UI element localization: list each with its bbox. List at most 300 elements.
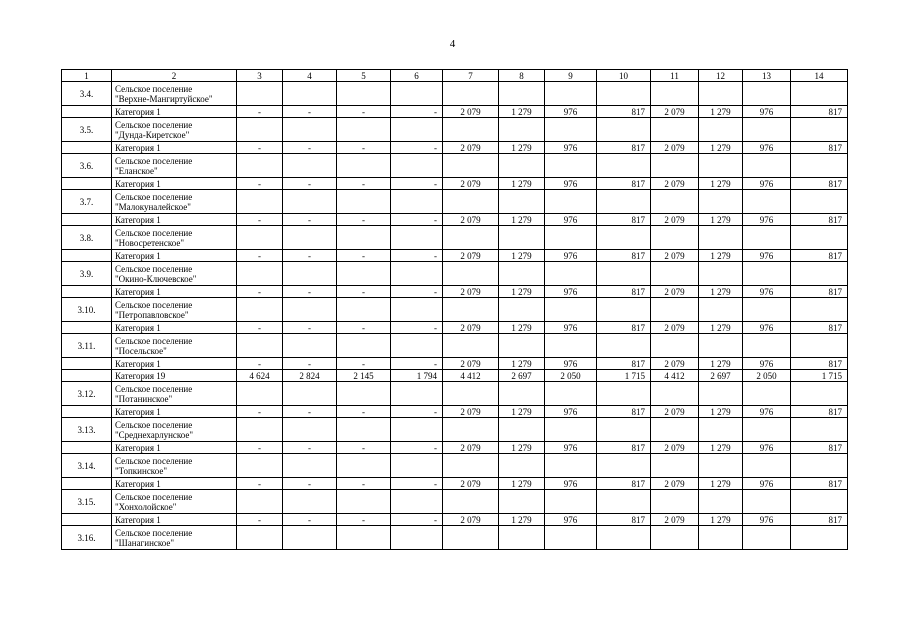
- empty-cell: [283, 490, 337, 514]
- value-cell: 1 279: [699, 358, 743, 370]
- column-number-header: 2: [112, 70, 237, 82]
- empty-cell: [499, 118, 545, 142]
- empty-cell: [699, 334, 743, 358]
- settlement-name-line: Сельское поселение: [115, 191, 193, 202]
- value-cell: 2 079: [651, 286, 699, 298]
- value-cell: 976: [743, 478, 791, 490]
- value-cell: 2 079: [651, 214, 699, 226]
- value-cell: -: [391, 442, 443, 454]
- empty-cell: [391, 454, 443, 478]
- value-cell: 976: [545, 142, 597, 154]
- value-cell: 976: [743, 514, 791, 526]
- empty-cell: [443, 154, 499, 178]
- settlement-row: [62, 226, 848, 250]
- value-cell: 1 279: [699, 286, 743, 298]
- column-number-header: 9: [545, 70, 597, 82]
- settlement-name-line: Сельское поселение: [115, 491, 193, 502]
- empty-cell: [699, 82, 743, 106]
- value-cell: -: [283, 406, 337, 418]
- value-cell: 976: [743, 442, 791, 454]
- value-cell: 976: [545, 478, 597, 490]
- empty-cell: [499, 382, 545, 406]
- value-cell: 817: [791, 286, 848, 298]
- settlement-name-line: "Новосретенское": [115, 237, 185, 248]
- column-number-header: 12: [699, 70, 743, 82]
- header-row: [62, 70, 848, 82]
- empty-cell: [499, 298, 545, 322]
- value-cell: 2 079: [443, 358, 499, 370]
- category-label: Категория 1: [112, 442, 237, 454]
- empty-cell: [337, 190, 391, 214]
- settlement-name: [112, 190, 237, 214]
- empty-cell: [237, 454, 283, 478]
- empty-cell: [62, 214, 112, 226]
- column-number-header: 3: [237, 70, 283, 82]
- value-cell: 1 279: [499, 442, 545, 454]
- value-cell: 2 079: [651, 478, 699, 490]
- value-cell: 817: [791, 406, 848, 418]
- value-cell: 976: [545, 250, 597, 262]
- category-row: [62, 106, 848, 118]
- value-cell: 2 079: [443, 442, 499, 454]
- empty-cell: [791, 334, 848, 358]
- empty-cell: [651, 334, 699, 358]
- column-number-header: 10: [597, 70, 651, 82]
- empty-cell: [597, 226, 651, 250]
- settlement-row: [62, 382, 848, 406]
- empty-cell: [337, 298, 391, 322]
- empty-cell: [597, 490, 651, 514]
- empty-cell: [391, 226, 443, 250]
- empty-cell: [545, 154, 597, 178]
- value-cell: -: [391, 478, 443, 490]
- value-cell: 976: [545, 214, 597, 226]
- value-cell: 2 697: [699, 370, 743, 382]
- empty-cell: [237, 490, 283, 514]
- empty-cell: [597, 298, 651, 322]
- empty-cell: [597, 382, 651, 406]
- page-number: 4: [449, 38, 456, 50]
- empty-cell: [283, 190, 337, 214]
- empty-cell: [791, 418, 848, 442]
- empty-cell: [443, 226, 499, 250]
- category-row: [62, 370, 848, 382]
- value-cell: 1 279: [699, 514, 743, 526]
- value-cell: 2 824: [283, 370, 337, 382]
- category-label: Категория 1: [112, 178, 237, 190]
- value-cell: -: [283, 250, 337, 262]
- value-cell: 2 145: [337, 370, 391, 382]
- empty-cell: [62, 478, 112, 490]
- category-label: Категория 1: [112, 322, 237, 334]
- value-cell: -: [283, 514, 337, 526]
- category-row: [62, 178, 848, 190]
- empty-cell: [651, 82, 699, 106]
- empty-cell: [499, 154, 545, 178]
- value-cell: 817: [597, 358, 651, 370]
- settlement-name: [112, 526, 237, 550]
- empty-cell: [391, 334, 443, 358]
- empty-cell: [62, 358, 112, 370]
- empty-cell: [62, 406, 112, 418]
- empty-cell: [237, 190, 283, 214]
- value-cell: -: [337, 250, 391, 262]
- column-number-header: 6: [391, 70, 443, 82]
- empty-cell: [651, 226, 699, 250]
- settlement-number: 3.8.: [62, 226, 112, 250]
- value-cell: 2 079: [651, 250, 699, 262]
- category-label: Категория 1: [112, 106, 237, 118]
- empty-cell: [443, 334, 499, 358]
- settlement-number: 3.5.: [62, 118, 112, 142]
- value-cell: 817: [597, 322, 651, 334]
- empty-cell: [545, 190, 597, 214]
- category-row: [62, 358, 848, 370]
- value-cell: 2 050: [743, 370, 791, 382]
- value-cell: 1 279: [699, 214, 743, 226]
- empty-cell: [337, 154, 391, 178]
- settlement-number: 3.10.: [62, 298, 112, 322]
- settlement-row: [62, 298, 848, 322]
- value-cell: -: [391, 214, 443, 226]
- empty-cell: [699, 190, 743, 214]
- settlement-number: 3.7.: [62, 190, 112, 214]
- settlement-name-line: Сельское поселение: [115, 155, 193, 166]
- value-cell: 976: [545, 514, 597, 526]
- empty-cell: [651, 190, 699, 214]
- value-cell: 2 079: [443, 214, 499, 226]
- value-cell: 1 279: [499, 406, 545, 418]
- value-cell: -: [337, 322, 391, 334]
- empty-cell: [743, 526, 791, 550]
- settlement-name: [112, 454, 237, 478]
- value-cell: 2 050: [545, 370, 597, 382]
- value-cell: 2 079: [443, 478, 499, 490]
- empty-cell: [443, 382, 499, 406]
- empty-cell: [651, 262, 699, 286]
- value-cell: -: [283, 142, 337, 154]
- empty-cell: [699, 382, 743, 406]
- empty-cell: [597, 454, 651, 478]
- value-cell: 817: [597, 478, 651, 490]
- value-cell: -: [337, 478, 391, 490]
- empty-cell: [545, 334, 597, 358]
- tariff-table: [61, 69, 848, 550]
- empty-cell: [545, 298, 597, 322]
- settlement-name: [112, 490, 237, 514]
- empty-cell: [545, 262, 597, 286]
- empty-cell: [743, 226, 791, 250]
- empty-cell: [545, 454, 597, 478]
- empty-cell: [443, 298, 499, 322]
- empty-cell: [337, 334, 391, 358]
- value-cell: -: [237, 142, 283, 154]
- settlement-name-line: Сельское поселение: [115, 419, 193, 430]
- empty-cell: [743, 118, 791, 142]
- value-cell: 976: [743, 250, 791, 262]
- empty-cell: [62, 370, 112, 382]
- value-cell: 976: [545, 178, 597, 190]
- empty-cell: [283, 418, 337, 442]
- empty-cell: [597, 190, 651, 214]
- empty-cell: [651, 154, 699, 178]
- value-cell: 2 079: [443, 406, 499, 418]
- settlement-name-line: Сельское поселение: [115, 455, 193, 466]
- empty-cell: [62, 442, 112, 454]
- column-number-header: 13: [743, 70, 791, 82]
- column-number-header: 14: [791, 70, 848, 82]
- value-cell: 1 279: [699, 406, 743, 418]
- empty-cell: [791, 154, 848, 178]
- empty-cell: [283, 154, 337, 178]
- settlement-name: [112, 262, 237, 286]
- empty-cell: [62, 250, 112, 262]
- value-cell: 817: [791, 106, 848, 118]
- value-cell: -: [283, 286, 337, 298]
- value-cell: 2 079: [443, 142, 499, 154]
- value-cell: 817: [597, 142, 651, 154]
- category-label: Категория 1: [112, 514, 237, 526]
- value-cell: 2 079: [651, 514, 699, 526]
- value-cell: 817: [791, 178, 848, 190]
- empty-cell: [791, 298, 848, 322]
- value-cell: 1 279: [499, 178, 545, 190]
- empty-cell: [443, 490, 499, 514]
- empty-cell: [699, 118, 743, 142]
- value-cell: 2 697: [499, 370, 545, 382]
- empty-cell: [62, 178, 112, 190]
- value-cell: -: [283, 442, 337, 454]
- value-cell: 2 079: [443, 106, 499, 118]
- value-cell: -: [391, 286, 443, 298]
- empty-cell: [62, 142, 112, 154]
- empty-cell: [391, 526, 443, 550]
- settlement-row: [62, 154, 848, 178]
- value-cell: 1 279: [499, 250, 545, 262]
- value-cell: 1 279: [699, 322, 743, 334]
- empty-cell: [499, 262, 545, 286]
- value-cell: 817: [597, 442, 651, 454]
- empty-cell: [545, 82, 597, 106]
- empty-cell: [443, 418, 499, 442]
- column-number-header: 1: [62, 70, 112, 82]
- empty-cell: [651, 382, 699, 406]
- value-cell: 976: [545, 358, 597, 370]
- empty-cell: [283, 82, 337, 106]
- column-number-header: 7: [443, 70, 499, 82]
- value-cell: -: [391, 106, 443, 118]
- settlement-name-line: Сельское поселение: [115, 527, 193, 538]
- value-cell: 2 079: [651, 322, 699, 334]
- category-label: Категория 1: [112, 406, 237, 418]
- value-cell: -: [391, 178, 443, 190]
- empty-cell: [499, 190, 545, 214]
- empty-cell: [283, 298, 337, 322]
- settlement-number: 3.11.: [62, 334, 112, 358]
- category-row: [62, 514, 848, 526]
- value-cell: 2 079: [651, 406, 699, 418]
- value-cell: 976: [743, 214, 791, 226]
- value-cell: 1 279: [699, 178, 743, 190]
- empty-cell: [545, 490, 597, 514]
- empty-cell: [237, 526, 283, 550]
- value-cell: -: [237, 250, 283, 262]
- settlement-row: [62, 490, 848, 514]
- category-row: [62, 442, 848, 454]
- empty-cell: [337, 454, 391, 478]
- empty-cell: [743, 490, 791, 514]
- value-cell: -: [337, 442, 391, 454]
- value-cell: 1 794: [391, 370, 443, 382]
- empty-cell: [651, 526, 699, 550]
- empty-cell: [791, 226, 848, 250]
- category-label: Категория 1: [112, 286, 237, 298]
- empty-cell: [545, 226, 597, 250]
- empty-cell: [337, 226, 391, 250]
- value-cell: 817: [791, 322, 848, 334]
- settlement-name-line: "Еланское": [115, 165, 158, 176]
- value-cell: 976: [743, 142, 791, 154]
- value-cell: 1 279: [499, 214, 545, 226]
- value-cell: 817: [597, 106, 651, 118]
- empty-cell: [283, 526, 337, 550]
- empty-cell: [499, 454, 545, 478]
- empty-cell: [791, 526, 848, 550]
- empty-cell: [699, 490, 743, 514]
- empty-cell: [545, 382, 597, 406]
- category-row: [62, 286, 848, 298]
- empty-cell: [597, 82, 651, 106]
- empty-cell: [651, 490, 699, 514]
- empty-cell: [743, 454, 791, 478]
- settlement-name-line: "Среднехарлунское": [115, 429, 194, 440]
- empty-cell: [791, 118, 848, 142]
- value-cell: 817: [597, 406, 651, 418]
- empty-cell: [391, 190, 443, 214]
- empty-cell: [237, 82, 283, 106]
- empty-cell: [699, 298, 743, 322]
- value-cell: -: [337, 286, 391, 298]
- value-cell: 2 079: [443, 286, 499, 298]
- value-cell: 1 279: [499, 286, 545, 298]
- value-cell: -: [237, 514, 283, 526]
- value-cell: 1 279: [499, 514, 545, 526]
- empty-cell: [699, 154, 743, 178]
- empty-cell: [791, 382, 848, 406]
- column-number-header: 11: [651, 70, 699, 82]
- empty-cell: [62, 514, 112, 526]
- empty-cell: [237, 262, 283, 286]
- empty-cell: [283, 118, 337, 142]
- settlement-name: [112, 82, 237, 106]
- empty-cell: [391, 418, 443, 442]
- category-row: [62, 406, 848, 418]
- settlement-name-line: Сельское поселение: [115, 83, 193, 94]
- empty-cell: [443, 262, 499, 286]
- value-cell: 1 279: [499, 478, 545, 490]
- category-row: [62, 478, 848, 490]
- empty-cell: [391, 154, 443, 178]
- empty-cell: [283, 226, 337, 250]
- value-cell: -: [337, 214, 391, 226]
- settlement-name-line: "Дунда-Киретское": [115, 129, 190, 140]
- value-cell: 817: [791, 358, 848, 370]
- value-cell: 976: [545, 406, 597, 418]
- empty-cell: [791, 262, 848, 286]
- empty-cell: [443, 526, 499, 550]
- empty-cell: [791, 490, 848, 514]
- value-cell: -: [391, 406, 443, 418]
- category-label: Категория 1: [112, 142, 237, 154]
- value-cell: 976: [743, 178, 791, 190]
- empty-cell: [443, 190, 499, 214]
- empty-cell: [62, 286, 112, 298]
- value-cell: -: [337, 358, 391, 370]
- empty-cell: [699, 262, 743, 286]
- empty-cell: [651, 298, 699, 322]
- empty-cell: [443, 118, 499, 142]
- category-label: Категория 1: [112, 478, 237, 490]
- empty-cell: [791, 82, 848, 106]
- settlement-row: [62, 262, 848, 286]
- settlement-name-line: Сельское поселение: [115, 335, 193, 346]
- empty-cell: [337, 118, 391, 142]
- empty-cell: [699, 526, 743, 550]
- value-cell: 817: [791, 142, 848, 154]
- empty-cell: [337, 382, 391, 406]
- empty-cell: [545, 418, 597, 442]
- value-cell: 2 079: [651, 178, 699, 190]
- empty-cell: [597, 154, 651, 178]
- value-cell: 1 279: [699, 106, 743, 118]
- settlement-name-line: "Петропавловское": [115, 309, 189, 320]
- settlement-name: [112, 418, 237, 442]
- value-cell: 976: [743, 106, 791, 118]
- empty-cell: [743, 154, 791, 178]
- value-cell: 1 279: [499, 322, 545, 334]
- empty-cell: [791, 190, 848, 214]
- settlement-row: [62, 82, 848, 106]
- value-cell: 4 624: [237, 370, 283, 382]
- category-row: [62, 322, 848, 334]
- value-cell: 2 079: [651, 142, 699, 154]
- value-cell: 817: [597, 214, 651, 226]
- empty-cell: [743, 382, 791, 406]
- settlement-name: [112, 382, 237, 406]
- empty-cell: [391, 118, 443, 142]
- empty-cell: [743, 334, 791, 358]
- empty-cell: [237, 154, 283, 178]
- empty-cell: [743, 418, 791, 442]
- category-row: [62, 142, 848, 154]
- empty-cell: [499, 226, 545, 250]
- empty-cell: [283, 454, 337, 478]
- category-row: [62, 214, 848, 226]
- empty-cell: [743, 82, 791, 106]
- value-cell: -: [337, 106, 391, 118]
- value-cell: 1 279: [699, 442, 743, 454]
- category-label: Категория 1: [112, 250, 237, 262]
- settlement-name: [112, 226, 237, 250]
- empty-cell: [443, 82, 499, 106]
- value-cell: -: [337, 178, 391, 190]
- value-cell: 2 079: [443, 514, 499, 526]
- value-cell: 817: [791, 250, 848, 262]
- empty-cell: [62, 106, 112, 118]
- empty-cell: [651, 118, 699, 142]
- settlement-name: [112, 298, 237, 322]
- empty-cell: [545, 118, 597, 142]
